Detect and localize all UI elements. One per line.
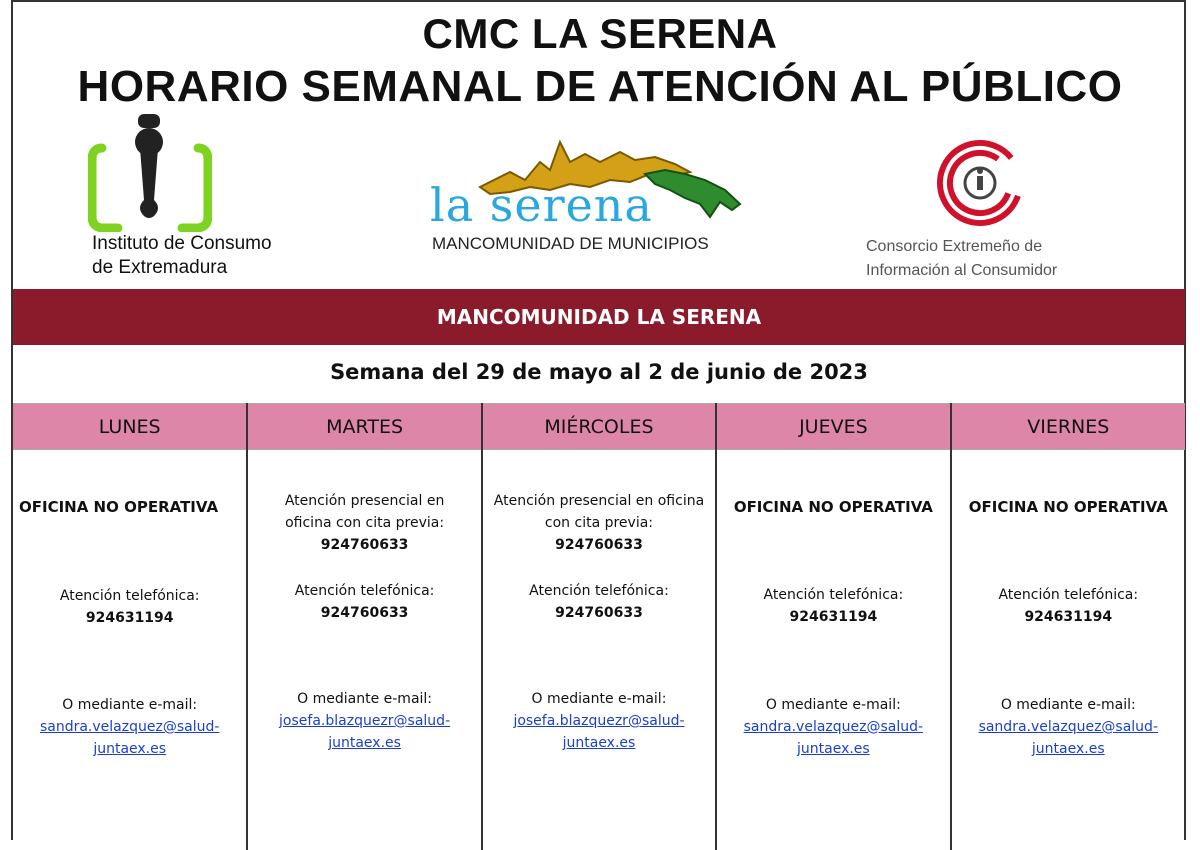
day-header-jueves: JUEVES [716, 404, 950, 450]
day-header-viernes: VIERNES [951, 404, 1185, 450]
la-serena-wordmark: la serena [430, 178, 653, 232]
office-status: OFICINA NO OPERATIVA [19, 496, 240, 518]
info-i-icon [88, 108, 212, 232]
email-link[interactable] [723, 716, 943, 760]
email-link[interactable] [958, 716, 1179, 760]
office-phone: 924760633 [489, 534, 709, 556]
phone-label: Atención telefónica: [254, 580, 474, 602]
email-label: O mediante e-mail: [489, 688, 709, 710]
email-line1: sandra.velazquez@salud- [19, 716, 240, 738]
email-label: O mediante e-mail: [19, 694, 240, 716]
day-header-lunes: LUNES [13, 404, 247, 450]
email-line1: sandra.velazquez@salud- [958, 716, 1179, 738]
phone-label: Atención telefónica: [723, 584, 943, 606]
office-info [254, 490, 474, 556]
office-status: OFICINA NO OPERATIVA [958, 496, 1179, 518]
office-phone: 924760633 [254, 534, 474, 556]
table-header-row [13, 404, 1185, 450]
day-cell-miercoles [482, 450, 716, 850]
office-line1: Atención presencial en [254, 490, 474, 512]
email-label: O mediante e-mail: [254, 688, 474, 710]
phone-number: 924631194 [723, 606, 943, 628]
phone-number: 924760633 [254, 602, 474, 624]
email-line2: juntaex.es [489, 732, 709, 754]
email-link[interactable] [489, 710, 709, 754]
phone-number: 924631194 [958, 606, 1179, 628]
consorcio-line1: Consorcio Extremeño de [866, 235, 1057, 259]
phone-number: 924631194 [19, 607, 240, 629]
day-header-martes: MARTES [247, 404, 481, 450]
email-line1: josefa.blazquezr@salud- [254, 710, 474, 732]
phone-label: Atención telefónica: [958, 584, 1179, 606]
day-header-miercoles: MIÉRCOLES [482, 404, 716, 450]
icde-logo-text [92, 232, 272, 280]
office-line2: con cita previa: [489, 512, 709, 534]
table-row [13, 450, 1185, 850]
email-label: O mediante e-mail: [958, 694, 1179, 716]
consorcio-line2: Información al Consumidor [866, 259, 1057, 283]
email-line1: sandra.velazquez@salud- [723, 716, 943, 738]
week-label: Semana del 29 de mayo al 2 de junio de 2023 [13, 360, 1185, 384]
email-link[interactable] [19, 716, 240, 760]
email-line2: juntaex.es [254, 732, 474, 754]
icde-line1: Instituto de Consumo [92, 232, 272, 256]
office-line1: Atención presencial en oficina [489, 490, 709, 512]
office-info [489, 490, 709, 556]
day-cell-lunes [13, 450, 247, 850]
email-line2: juntaex.es [19, 738, 240, 760]
day-cell-viernes [951, 450, 1185, 850]
email-label: O mediante e-mail: [723, 694, 943, 716]
phone-number: 924760633 [489, 602, 709, 624]
icde-line2: de Extremadura [92, 256, 272, 280]
day-cell-martes [247, 450, 481, 850]
email-link[interactable] [254, 710, 474, 754]
day-cell-jueves [716, 450, 950, 850]
info-circle-icon [935, 138, 1025, 228]
consorcio-logo-text [866, 235, 1057, 283]
page-subtitle: HORARIO SEMANAL DE ATENCIÓN AL PÚBLICO [0, 62, 1200, 112]
email-line2: juntaex.es [723, 738, 943, 760]
mancomunidad-band: MANCOMUNIDAD LA SERENA [13, 289, 1185, 345]
office-status: OFICINA NO OPERATIVA [723, 496, 943, 518]
page-title: CMC LA SERENA [0, 10, 1200, 58]
mancomunidad-subtitle: MANCOMUNIDAD DE MUNICIPIOS [432, 234, 709, 254]
office-line2: oficina con cita previa: [254, 512, 474, 534]
email-line2: juntaex.es [958, 738, 1179, 760]
phone-label: Atención telefónica: [489, 580, 709, 602]
schedule-table [13, 403, 1185, 850]
email-line1: josefa.blazquezr@salud- [489, 710, 709, 732]
phone-label: Atención telefónica: [19, 585, 240, 607]
